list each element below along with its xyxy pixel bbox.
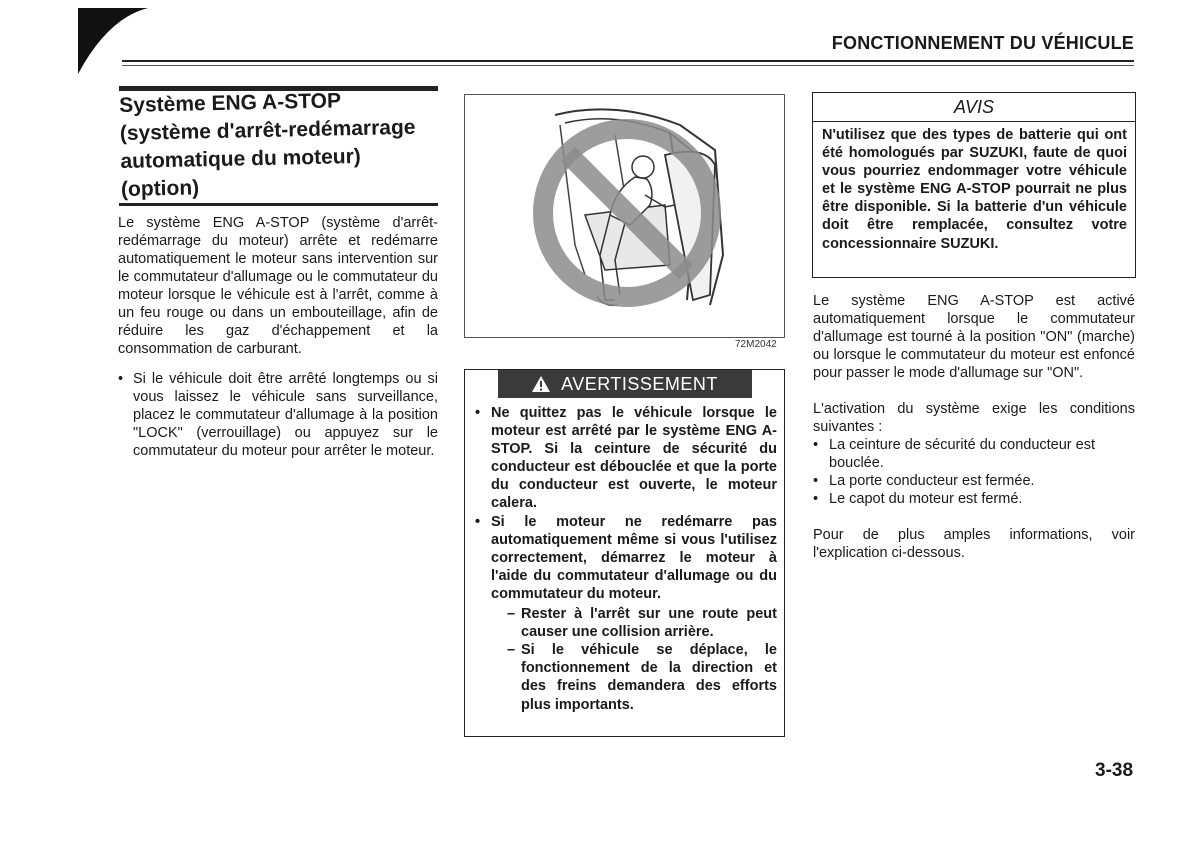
paragraph: Pour de plus amples informations, voir l'explication ci-dessous. [813, 527, 1135, 561]
list-item: • Si le véhicule doit être arrêté longtemps ou si vous laissez le véhicule sans surveillance, placez le commutateur d'allumage à la position "LOCK" (verrouillage) ou appuyez sur le commutateur du moteur pour arrêter le moteur. [118, 370, 438, 460]
warning-tab [498, 370, 752, 398]
figure-code: 72M2042 [735, 339, 777, 350]
intro-bullets [118, 370, 438, 460]
conditions-list [813, 436, 1135, 508]
header-title: FONCTIONNEMENT DU VÉHICULE [831, 33, 1134, 53]
section-title-line: (option) [120, 176, 200, 201]
illustration-frame [464, 94, 785, 338]
list-item: • Ne quittez pas le véhicule lorsque le moteur est arrêté par le système ENG A-STOP. Si la ceinture de sécurité du conducteur est débouclée et que la porte du conducteur est ouverte, le moteur calera. [475, 404, 777, 513]
warning-header [465, 370, 784, 400]
warning-item-text: • Si le moteur ne redémarre pas automatiquement même si vous l'utilisez correctement, démarrez le moteur à l'aide du commutateur d'allumage ou du commutateur du moteur. [491, 513, 777, 602]
list-item: • La porte conducteur est fermée. [813, 472, 1135, 490]
warning-triangle-icon [531, 375, 551, 393]
warning-subitems [491, 605, 777, 714]
section-title-line: Système ENG A-STOP [119, 89, 342, 117]
column-left [118, 214, 438, 460]
warning-title: AVERTISSEMENT [561, 373, 718, 394]
list-subitem: – Rester à l'arrêt sur une route peut causer une collision arrière. [491, 605, 777, 641]
page-number: 3-38 [1095, 760, 1134, 781]
notice-text: N'utilisez que des types de batterie qui ont été homologués par SUZUKI, faute de quoi vous pourriez endommager votre véhicule et le système ENG A-STOP pourrait ne plus être disponible. Si la batterie d'un véhicule doit être remplacée, consultez votre concessionnaire SUZUKI. [822, 127, 1127, 252]
paragraph: Le système ENG A-STOP est activé automatiquement lorsque le commutateur d'allumage est tourné à la position "ON" (marche) ou lorsque le commutateur du moteur est enfoncé pour passer le mode d'allumage sur "ON". [813, 293, 1135, 381]
list-item: • La ceinture de sécurité du conducteur est bouclée. [813, 436, 1135, 472]
notice-title: AVIS [813, 93, 1135, 122]
notice-box [812, 92, 1136, 278]
list-subitem: – Si le véhicule se déplace, le fonctionnement de la direction et des freins demandera des efforts plus importants. [491, 641, 777, 713]
section-title-line: automatique du moteur) [120, 144, 361, 173]
list-item [475, 513, 777, 714]
section-title [119, 85, 446, 204]
section-title-line: (système d'arrêt-redémarrage [119, 115, 416, 145]
header-rule [122, 60, 1134, 62]
list-item: • Le capot du moteur est fermé. [813, 490, 1135, 508]
paragraph: L'activation du système exige les conditions suivantes : [813, 401, 1135, 435]
column-right [813, 292, 1135, 580]
intro-paragraph: Le système ENG A-STOP (système d'arrêt-redémarrage du moteur) arrête et redémarre automatiquement le moteur sans intervention sur le commutateur d'allumage ou le commutateur du moteur lorsque le véhicule est à l'arrêt, comme à un feu rouge ou dans un embouteillage, afin de réduire les gaz d'échappement et la consommation de carburant. [118, 215, 438, 357]
warning-box [464, 369, 785, 737]
section-title-underline [119, 203, 438, 206]
header-rule-thin [122, 65, 1134, 66]
prohibited-exit-vehicle-illustration [465, 95, 785, 338]
warning-body [475, 404, 777, 714]
